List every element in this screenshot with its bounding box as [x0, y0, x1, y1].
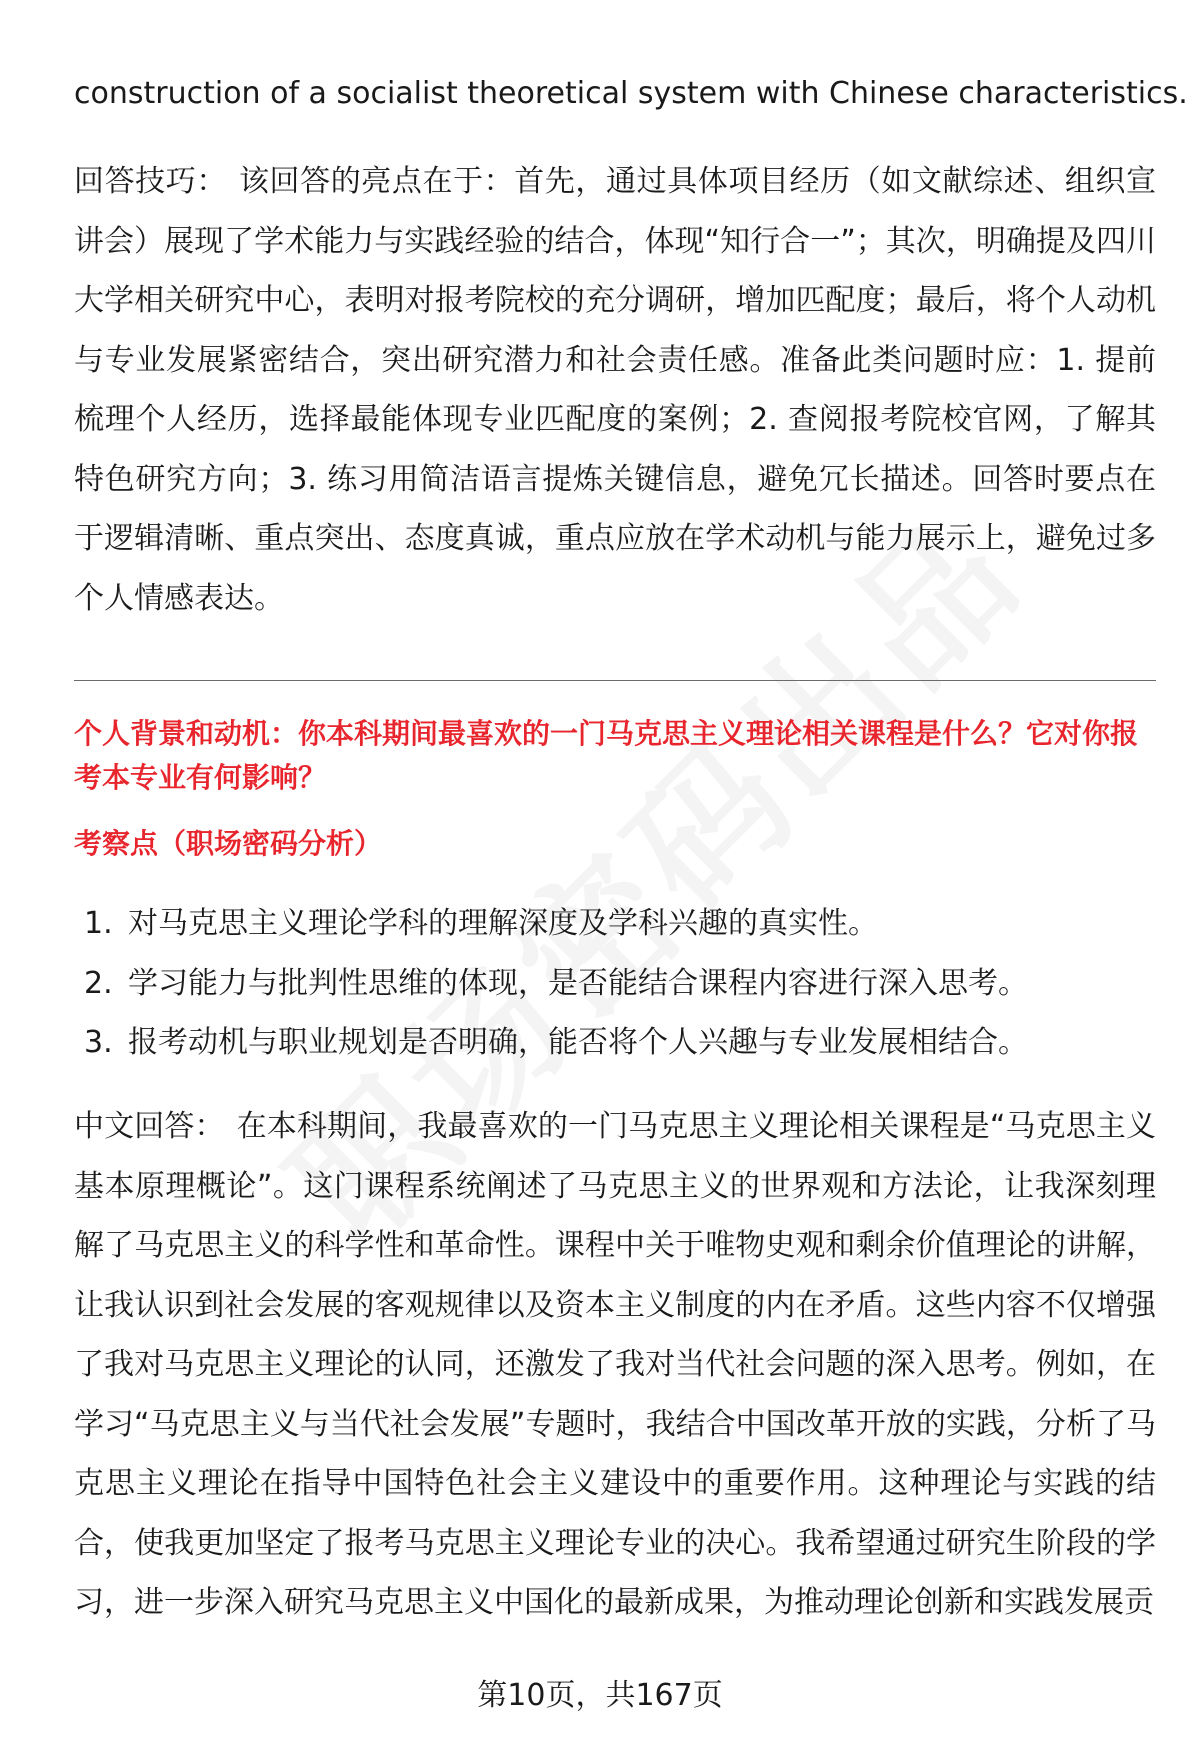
answer-tips-text: 该回答的亮点在于：首先，通过具体项目经历（如文献综述、组织宣讲会）展现了学术能力与实践经验的结合，体现“知行合一”；其次，明确提及四川大学相关研究中心，表明对报考院校的充分调研，增加匹配度；最后，将个人动机与专业发展紧密结合，突出研究潜力和社会责任感。准备此类问题时应：1. 提前梳理个人经历，选择最能体现专业匹配度的案例；2. 查阅报考院校官网，了解其特色研究方向；3. 练习用简洁语言提炼关键信息，避免冗长描述。回答时要点在于逻辑清晰、重点突出、态度真诚，重点应放在学术动机与能力展示上，避免过多个人情感表达。	[74, 164, 1157, 616]
chinese-answer-label: 中文回答：	[74, 1109, 225, 1144]
list-item-number: 2.	[84, 965, 113, 1001]
list-item-number: 3.	[84, 1025, 113, 1060]
list-item-number: 1.	[84, 906, 113, 941]
list-item-text: 对马克思主义理论学科的理解深度及学科兴趣的真实性。	[128, 906, 878, 941]
answer-tips-paragraph	[74, 152, 1156, 628]
intro-continuation-text: construction of a socialist theoretical system with Chinese characteristics.	[74, 76, 1188, 111]
question-heading: 个人背景和动机：你本科期间最喜欢的一门马克思主义理论相关课程是什么？它对你报考本专业有何影响？	[74, 717, 1139, 794]
chinese-answer-text: 在本科期间，我最喜欢的一门马克思主义理论相关课程是“马克思主义基本原理概论”。这门课程系统阐述了马克思主义的世界观和方法论，让我深刻理解了马克思主义的科学性和革命性。课程中关于唯物史观和剩余价值理论的讲解，让我认识到社会发展的客观规律以及资本主义制度的内在矛盾。这些内容不仅增强了我对马克思主义理论的认同，还激发了我对当代社会问题的深入思考。例如，在学习“马克思主义与当代社会发展”专题时，我结合中国改革开放的实践，分析了马克思主义理论在指导中国特色社会主义建设中的重要作用。这种理论与实践的结合，使我更加坚定了报考马克思主义理论专业的决心。我希望通过研究生阶段的学习，进一步深入研究马克思主义中国化的最新成果，为推动理论创新和实践发展贡	[74, 1109, 1156, 1620]
page-number-footer: 第10页，共167页	[477, 1678, 723, 1713]
analysis-section-title: 考察点（职场密码分析）	[74, 827, 383, 860]
list-item	[74, 954, 1028, 1014]
list-item	[74, 1013, 1028, 1073]
section-divider	[74, 680, 1156, 681]
analysis-points-list	[74, 894, 1028, 1073]
list-item-text: 报考动机与职业规划是否明确，能否将个人兴趣与专业发展相结合。	[128, 1025, 1028, 1060]
list-item-text: 学习能力与批判性思维的体现，是否能结合课程内容进行深入思考。	[128, 965, 1028, 1001]
answer-tips-label: 回答技巧：	[74, 164, 227, 199]
chinese-answer-paragraph	[74, 1097, 1156, 1633]
list-item	[74, 894, 1028, 954]
